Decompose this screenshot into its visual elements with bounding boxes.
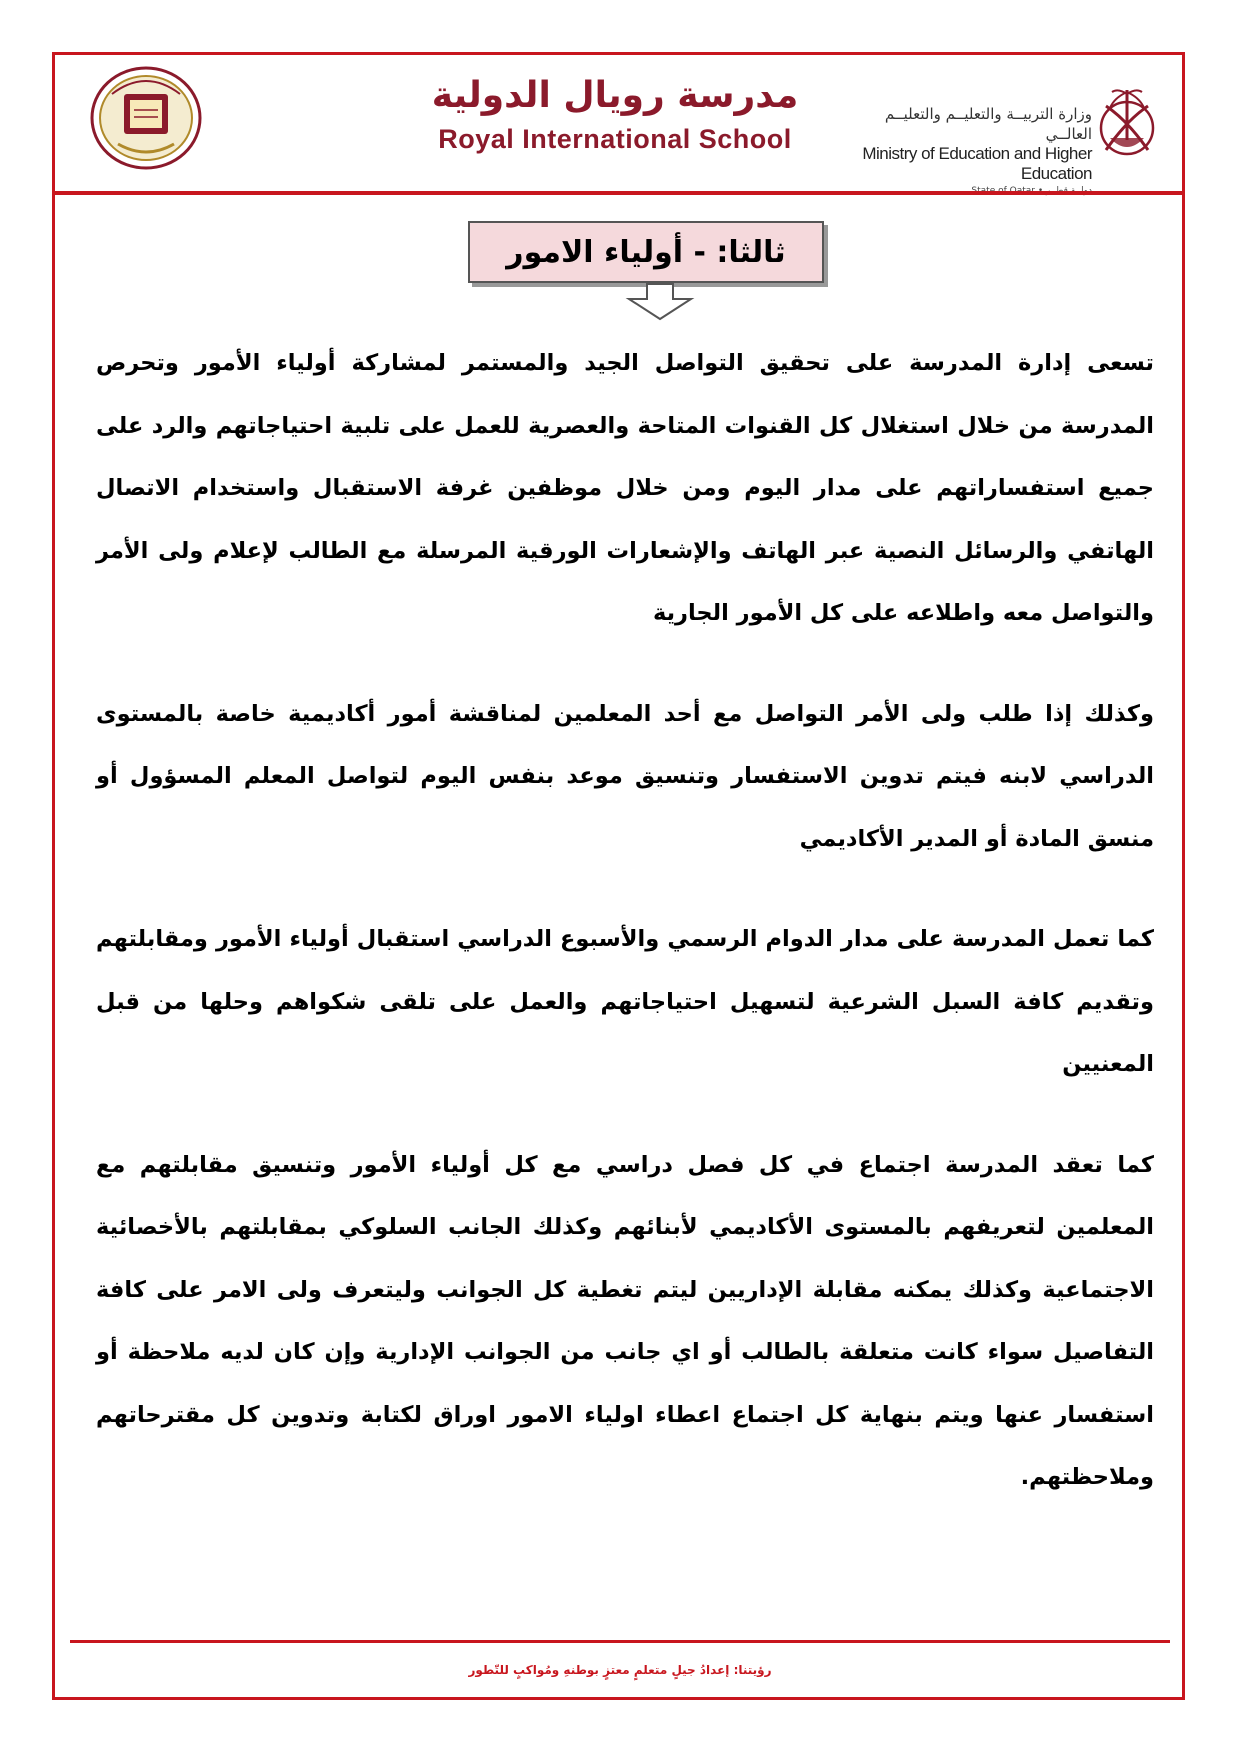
royal-international-school-logo [88, 64, 204, 172]
header-divider [55, 191, 1182, 195]
school-name-arabic: مدرسة رويال الدولية [431, 75, 799, 116]
paragraph-parent-meetings: كما تعقد المدرسة اجتماع في كل فصل دراسي مع كل أولياء الأمور وتنسيق مقابلتهم مع المعلمين لتعريفهم بالمستوى الأكاديمي لأبنائهم وكذلك الجانب السلوكي بمقابلتهم بالأخصائية الاجتماعية وكذلك يمكنه مقابلة الإداريين ليتم تغطية كل الجوانب وليتعرف ولى الامر على كافة التفاصيل سواء كانت متعلقة بالطالب أو اي جانب من الجوانب الإدارية وإن كان لديه ملاحظة أو استفسار عنها ويتم بنهاية كل اجتماع اعطاء اولياء الامور اوراق لكتابة وتدوين كل مقترحاتهم وملاحظتهم. [96, 1151, 1154, 1490]
paragraph-reception: كما تعمل المدرسة على مدار الدوام الرسمي والأسبوع الدراسي استقبال أولياء الأمور ومقابلتهم وتقديم كافة السبل الشرعية لتسهيل احتياجاتهم والعمل على تلقى شكواهم وحلها من قبل المعنيين [96, 926, 1154, 1077]
section-heading-box [468, 221, 824, 283]
ministry-block [860, 80, 1160, 183]
section-title: ثالثا: - أولياء الامور [506, 234, 786, 270]
paragraph-teacher-meeting: وكذلك إذا طلب ولى الأمر التواصل مع أحد المعلمين لمناقشة أمور أكاديمية خاصة بالمستوى الدراسي لابنه فيتم تدوين الاستفسار وتنسيق موعد بنفس اليوم لتواصل المعلم المسؤول أو منسق المادة أو المدير الأكاديمي [96, 700, 1154, 852]
paragraph-communication: تسعى إدارة المدرسة على تحقيق التواصل الجيد والمستمر لمشاركة أولياء الأمور وتحرص المدرسة من خلال استغلال كل القنوات المتاحة والعصرية للعمل على تلبية احتياجاتهم والرد على جميع استفساراتهم على مدار اليوم ومن خلال موظفين غرفة الاستقبال واستخدام الاتصال الهاتفي والرسائل النصية عبر الهاتف والإشعارات الورقية المرسلة مع الطالب لإعلام ولى الأمر والتواصل معه واطلاعه على كل الأمور الجارية [96, 350, 1154, 626]
down-arrow-icon [625, 283, 695, 321]
qatar-emblem-icon [1096, 80, 1158, 170]
footer-divider [70, 1640, 1170, 1643]
ministry-name-english: Ministry of Education and Higher Education [862, 144, 1092, 183]
ministry-name-arabic: وزارة التربيــة والتعليــم والتعليــم العالــي [884, 105, 1092, 143]
school-name-english: Royal International School [438, 124, 792, 154]
content-body [96, 332, 1154, 1509]
footer-vision: رؤيتنا: إعدادُ جيلٍ متعلمٍ معتزٍ بوطنهِ ومُواكبٍ للتّطور [468, 1663, 772, 1677]
